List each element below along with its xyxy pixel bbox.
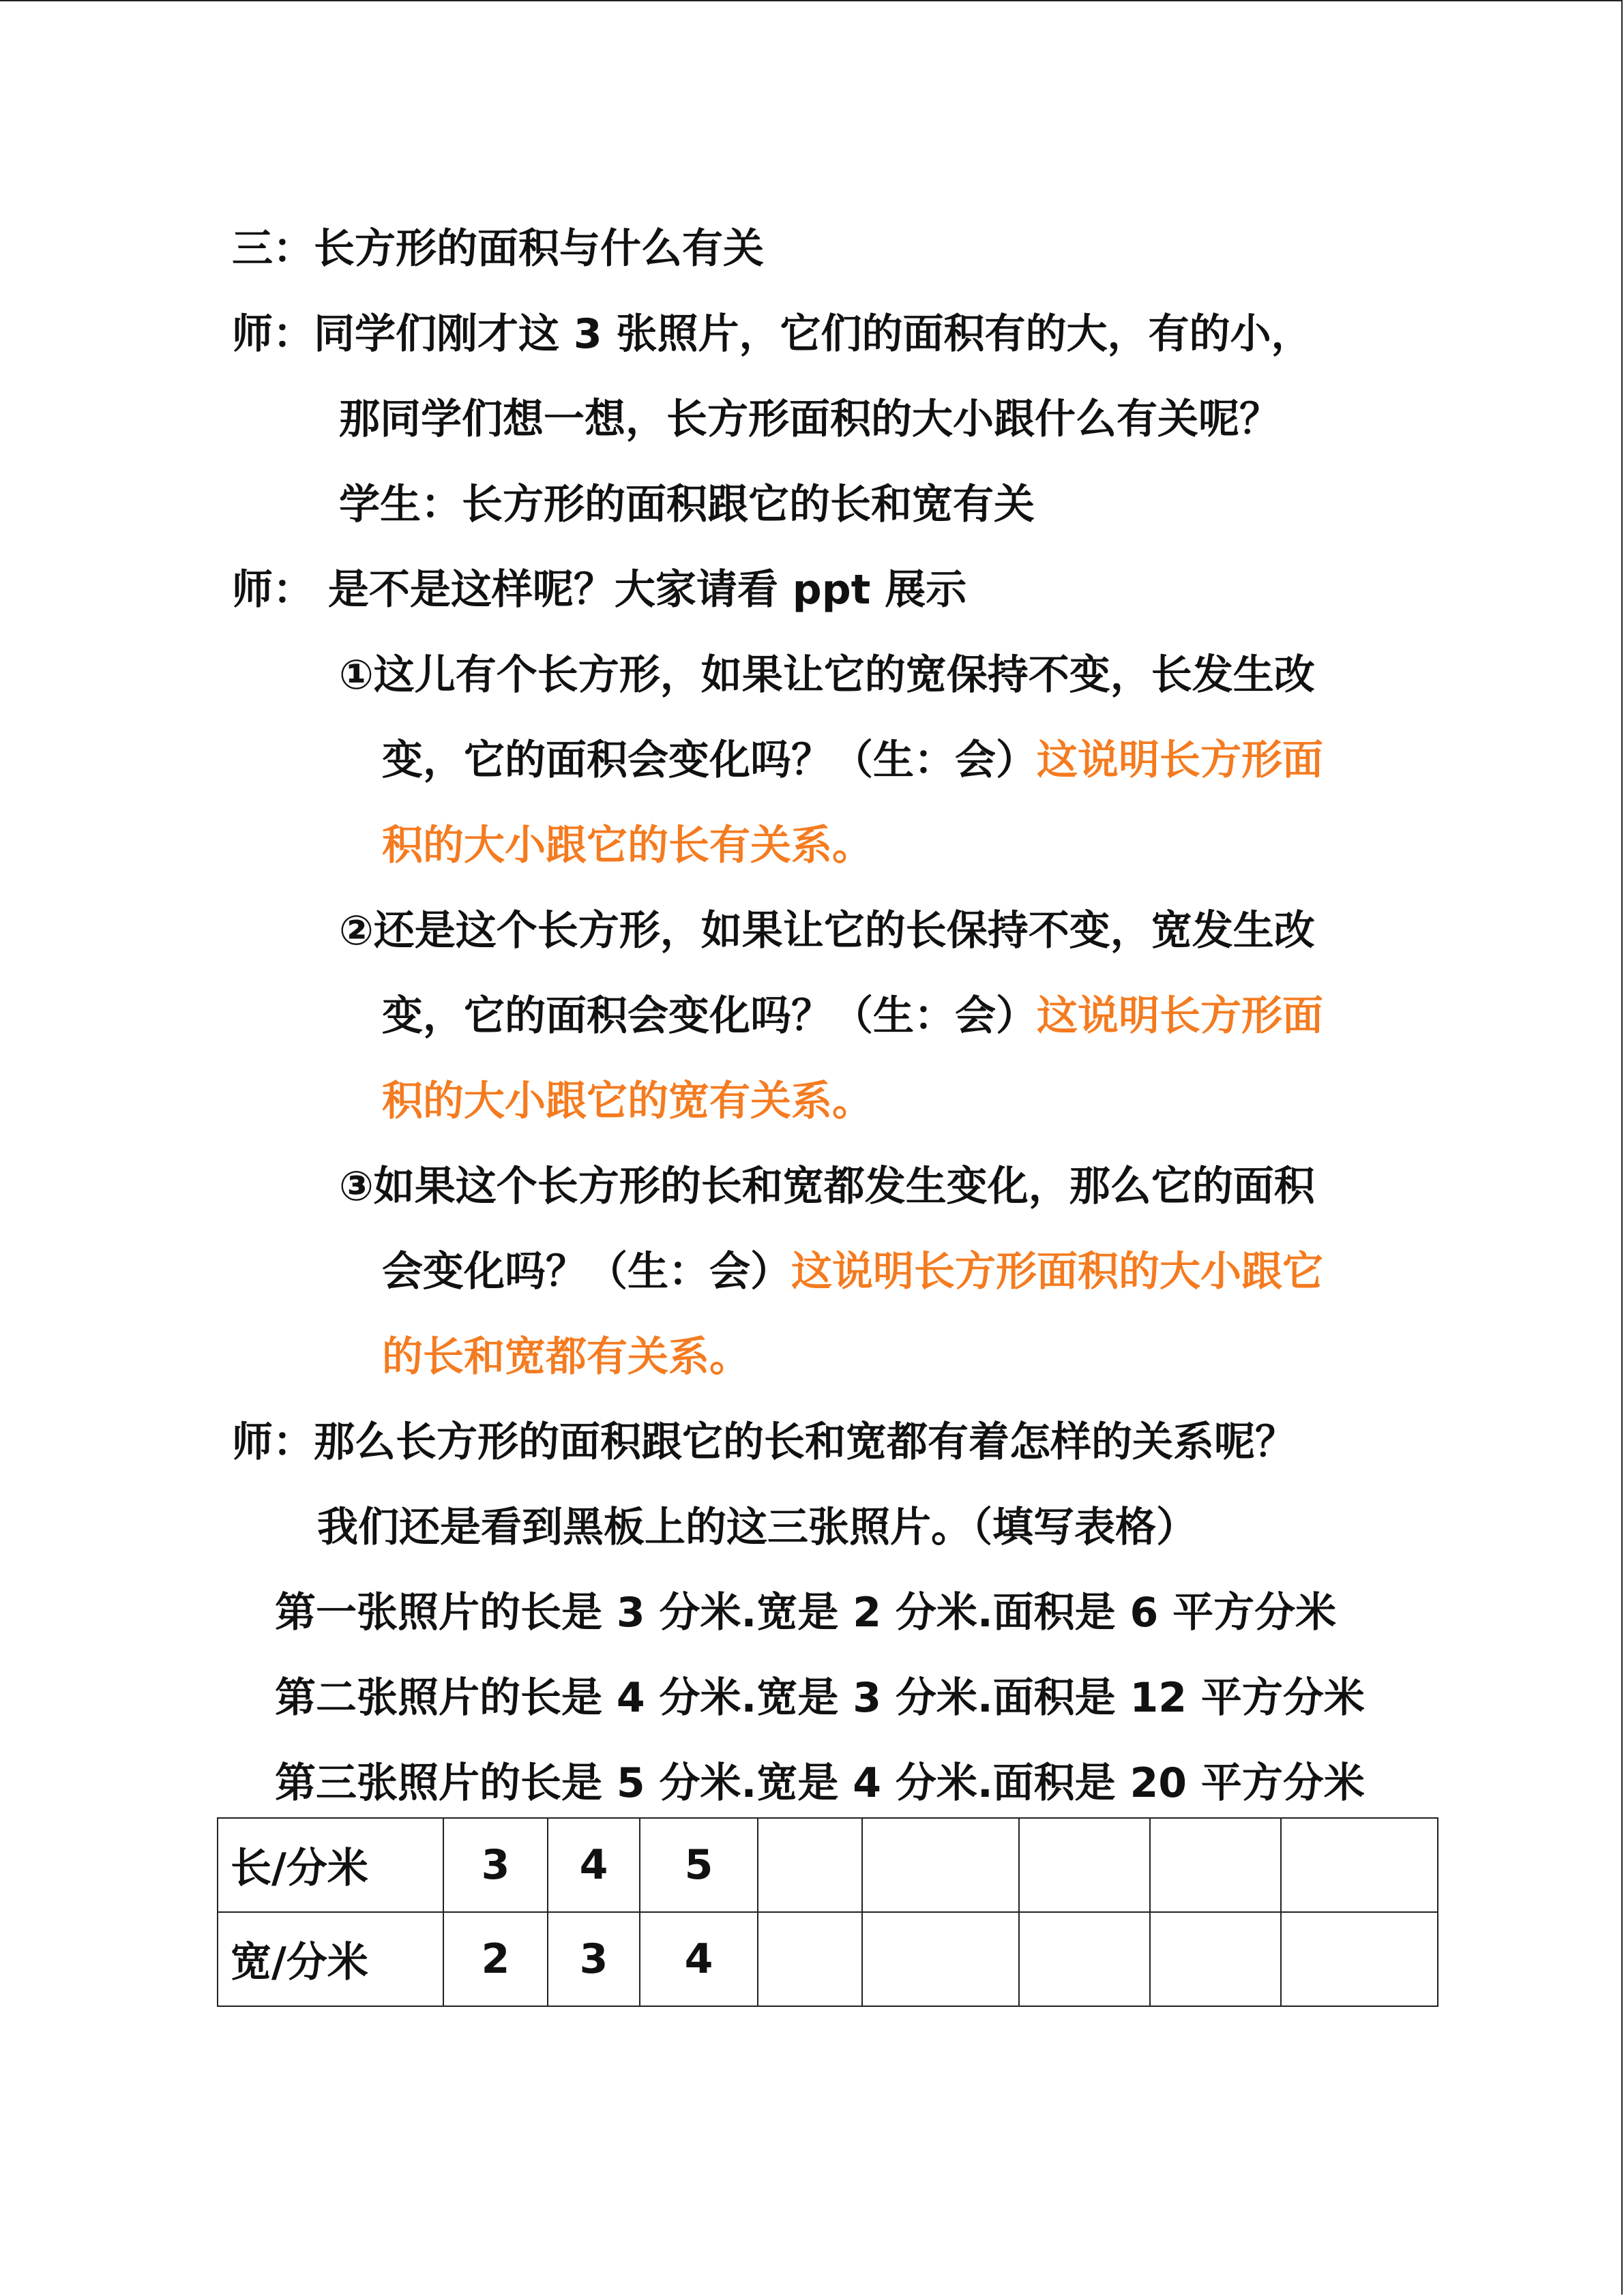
photo-3-line: 第三张照片的长是 5 分米.宽是 4 分米.面积是 20 平方分米	[275, 1759, 1365, 1807]
table-cell: 2	[443, 1912, 548, 2006]
table-cell: 4	[548, 1818, 640, 1912]
fill-in-table	[217, 1817, 1438, 2007]
teacher-line-5: 我们还是看到黑板上的这三张照片。（填写表格）	[317, 1504, 1197, 1551]
teacher-line-2: 那同学们想一想，长方形面积的大小跟什么有关呢？	[339, 396, 1280, 443]
row-label-length: 长/分米	[218, 1818, 443, 1912]
table-row-length	[218, 1818, 1438, 1912]
item-2-line-1: ②还是这个长方形，如果让它的长保持不变，宽发生改	[339, 907, 1315, 955]
photo-1-line: 第一张照片的长是 3 分米.宽是 2 分米.面积是 6 平方分米	[275, 1589, 1337, 1637]
table-cell-empty	[1019, 1818, 1150, 1912]
item-1-line-1: ①这儿有个长方形，如果让它的宽保持不变，长发生改	[339, 651, 1315, 699]
table-cell-empty	[862, 1818, 1019, 1912]
table-cell: 3	[443, 1818, 548, 1912]
item-2-line-2	[382, 989, 1323, 1043]
teacher-line-1: 师：同学们刚才这 3 张照片，它们的面积有的大，有的小，	[232, 310, 1312, 358]
table-cell-empty	[758, 1912, 862, 2006]
photo-2-line: 第二张照片的长是 4 分米.宽是 3 分米.面积是 12 平方分米	[275, 1674, 1365, 1722]
teacher-line-3: 师： 是不是这样呢？大家请看 ppt 展示	[232, 566, 967, 614]
item-2-line-3: 积的大小跟它的宽有关系。	[382, 1077, 873, 1125]
table-cell-empty	[862, 1912, 1019, 2006]
table-cell: 4	[640, 1912, 758, 2006]
table-cell: 5	[640, 1818, 758, 1912]
item-1-line-3: 积的大小跟它的长有关系。	[382, 822, 873, 869]
item-1-highlight: 这说明长方形面	[1037, 736, 1323, 784]
table-cell-empty	[1281, 1912, 1438, 2006]
row-label-width: 宽/分米	[218, 1912, 443, 2006]
item-3-line-2	[382, 1244, 1323, 1299]
table-cell: 3	[548, 1912, 640, 2006]
table-cell-empty	[1150, 1912, 1281, 2006]
item-1-line-2	[382, 733, 1323, 788]
item-2-highlight: 这说明长方形面	[1037, 992, 1323, 1040]
table-cell-empty	[758, 1818, 862, 1912]
item-1-text: 变，它的面积会变化吗？（生：会）	[382, 736, 1037, 784]
table-cell-empty	[1150, 1818, 1281, 1912]
section-title: 三：长方形的面积与什么有关	[232, 225, 764, 273]
item-2-text: 变，它的面积会变化吗？（生：会）	[382, 992, 1037, 1040]
table-cell-empty	[1281, 1818, 1438, 1912]
item-3-text: 会变化吗？（生：会）	[382, 1248, 791, 1296]
item-3-highlight: 这说明长方形面积的大小跟它	[791, 1248, 1323, 1296]
item-3-line-1: ③如果这个长方形的长和宽都发生变化，那么它的面积	[339, 1163, 1315, 1210]
student-line: 学生：长方形的面积跟它的长和宽有关	[339, 481, 1035, 528]
table-row-width	[218, 1912, 1438, 2006]
item-3-line-3: 的长和宽都有关系。	[382, 1333, 750, 1381]
teacher-line-4: 师：那么长方形的面积跟它的长和宽都有着怎样的关系呢？	[232, 1418, 1296, 1466]
table-cell-empty	[1019, 1912, 1150, 2006]
